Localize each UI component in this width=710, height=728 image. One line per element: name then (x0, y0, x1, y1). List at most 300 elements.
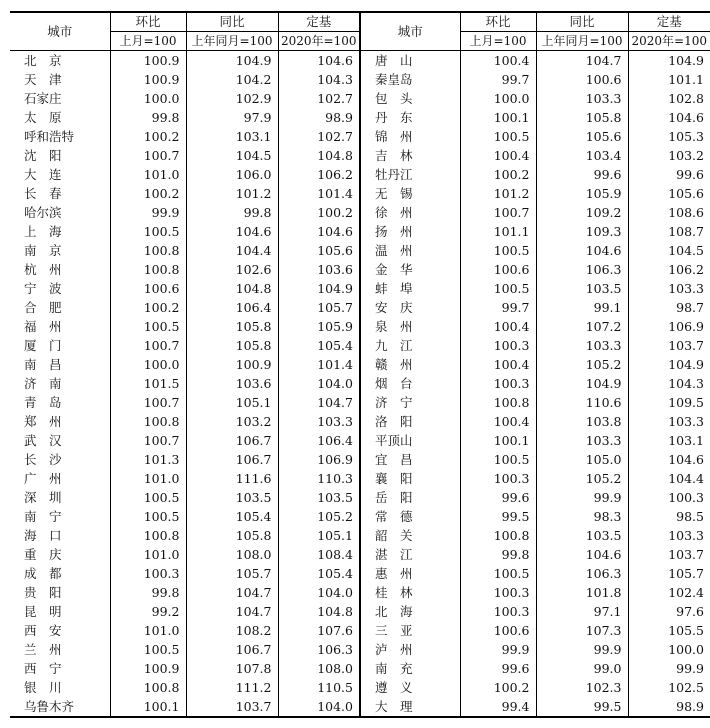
yoy-index-cell: 105.2 (536, 469, 628, 488)
mom-index-cell: 100.1 (110, 697, 186, 717)
city-name: 西 安 (24, 623, 62, 638)
base-index-cell: 110.5 (278, 678, 360, 697)
yoy-index-cell: 106.3 (536, 260, 628, 279)
city-name-cell (360, 640, 460, 659)
table-row (10, 431, 710, 450)
city-name-cell (360, 621, 460, 640)
city-name-cell (10, 697, 110, 717)
city-name: 武 汉 (24, 433, 62, 448)
mom-index-cell: 100.2 (110, 184, 186, 203)
city-name: 北 京 (24, 53, 62, 68)
city-name-cell (360, 412, 460, 431)
base-index-cell: 108.6 (628, 203, 710, 222)
city-name-cell (10, 165, 110, 184)
city-name-cell (10, 298, 110, 317)
yoy-index-cell: 101.8 (536, 583, 628, 602)
mom-index-cell: 100.6 (110, 279, 186, 298)
mom-index-cell: 100.1 (460, 108, 536, 127)
yoy-index-cell: 106.4 (186, 298, 278, 317)
mom-index-cell: 99.9 (110, 203, 186, 222)
city-name: 湛 江 (375, 547, 413, 562)
city-name: 济 南 (24, 376, 62, 391)
mom-index-cell: 100.2 (110, 298, 186, 317)
city-name-cell (10, 564, 110, 583)
table-row (10, 336, 710, 355)
yoy-index-cell: 110.6 (536, 393, 628, 412)
table-header (10, 12, 710, 51)
city-name-cell (360, 431, 460, 450)
table-row (10, 564, 710, 583)
base-index-cell: 104.6 (278, 51, 360, 71)
city-name-cell (360, 89, 460, 108)
yoy-index-cell: 105.8 (186, 526, 278, 545)
yoy-index-cell: 106.0 (186, 165, 278, 184)
table-row (10, 279, 710, 298)
mom-index-cell: 100.5 (460, 279, 536, 298)
city-name: 大 连 (24, 167, 62, 182)
mom-index-cell: 100.8 (460, 393, 536, 412)
mom-index-cell: 100.2 (460, 165, 536, 184)
city-name: 郑 州 (24, 414, 62, 429)
base-index-cell: 99.9 (628, 659, 710, 678)
yoy-index-cell: 103.3 (536, 89, 628, 108)
base-index-cell: 98.9 (628, 697, 710, 717)
table-row (10, 355, 710, 374)
yoy-index-cell: 107.2 (536, 317, 628, 336)
yoy-index-cell: 103.5 (536, 279, 628, 298)
base-index-cell: 100.3 (628, 488, 710, 507)
base-index-cell: 104.4 (628, 469, 710, 488)
base-index-cell: 106.3 (278, 640, 360, 659)
mom-index-cell: 99.7 (460, 298, 536, 317)
city-name-cell (10, 222, 110, 241)
city-name: 惠 州 (375, 566, 413, 581)
table-row (10, 450, 710, 469)
mom-index-cell: 99.8 (460, 545, 536, 564)
mom-index-cell: 100.9 (110, 659, 186, 678)
city-name: 太 原 (24, 110, 62, 125)
city-name: 哈尔滨 (24, 205, 62, 220)
base-index-cell: 103.6 (278, 260, 360, 279)
base-index-cell: 110.3 (278, 469, 360, 488)
city-name: 青 岛 (24, 395, 62, 410)
yoy-index-cell: 111.2 (186, 678, 278, 697)
yoy-index-cell: 103.2 (186, 412, 278, 431)
city-name: 天 津 (24, 72, 62, 87)
table-row (10, 526, 710, 545)
city-name: 锦 州 (375, 129, 413, 144)
yoy-index-cell: 99.9 (536, 640, 628, 659)
mom-index-cell: 100.4 (460, 51, 536, 71)
city-name: 遵 义 (375, 680, 413, 695)
base-index-cell: 104.9 (628, 51, 710, 71)
city-name-cell (360, 336, 460, 355)
table-body (10, 51, 710, 718)
mom-index-cell: 100.7 (460, 203, 536, 222)
city-name-cell (360, 583, 460, 602)
yoy-index-cell: 103.8 (536, 412, 628, 431)
table-row (10, 241, 710, 260)
yoy-index-cell: 104.7 (186, 602, 278, 621)
yoy-index-cell: 101.2 (186, 184, 278, 203)
city-name-cell (360, 146, 460, 165)
city-name: 福 州 (24, 319, 62, 334)
base-index-cell: 105.5 (628, 621, 710, 640)
mom-index-cell: 100.7 (110, 431, 186, 450)
yoy-index-cell: 102.6 (186, 260, 278, 279)
table-row (10, 507, 710, 526)
base-index-cell: 104.0 (278, 374, 360, 393)
mom-index-cell: 100.3 (460, 583, 536, 602)
yoy-index-cell: 97.1 (536, 602, 628, 621)
city-name-cell (10, 621, 110, 640)
mom-index-cell: 100.4 (460, 146, 536, 165)
city-name: 襄 阳 (375, 471, 413, 486)
city-price-index-table (10, 11, 710, 718)
mom-index-cell: 100.5 (110, 317, 186, 336)
base-index-cell: 104.0 (278, 697, 360, 717)
mom-index-cell: 99.4 (460, 697, 536, 717)
mom-index-cell: 100.4 (460, 317, 536, 336)
city-name-cell (10, 317, 110, 336)
city-name: 上 海 (24, 224, 62, 239)
city-name-cell (10, 678, 110, 697)
base-index-cell: 105.9 (278, 317, 360, 336)
city-name-cell (10, 355, 110, 374)
city-name-cell (360, 602, 460, 621)
city-name: 合 肥 (24, 300, 62, 315)
mom-index-cell: 100.5 (460, 241, 536, 260)
city-name-cell (10, 108, 110, 127)
city-name: 烟 台 (375, 376, 413, 391)
city-name-cell (10, 70, 110, 89)
mom-index-cell: 100.5 (110, 222, 186, 241)
city-name: 贵 阳 (24, 585, 62, 600)
header-mom-sub-right: 上月=100 (460, 32, 536, 51)
mom-index-cell: 100.3 (460, 374, 536, 393)
yoy-index-cell: 104.5 (186, 146, 278, 165)
base-index-cell: 103.3 (628, 279, 710, 298)
table-row (10, 469, 710, 488)
city-name-cell (10, 469, 110, 488)
mom-index-cell: 100.6 (460, 260, 536, 279)
base-index-cell: 102.7 (278, 127, 360, 146)
city-name: 南 宁 (24, 509, 62, 524)
city-name-cell (360, 241, 460, 260)
yoy-index-cell: 104.6 (536, 545, 628, 564)
mom-index-cell: 100.5 (460, 564, 536, 583)
mom-index-cell: 101.3 (110, 450, 186, 469)
base-index-cell: 106.2 (628, 260, 710, 279)
table-row (10, 545, 710, 564)
city-name-cell (10, 89, 110, 108)
city-name-cell (360, 488, 460, 507)
yoy-index-cell: 104.7 (186, 583, 278, 602)
city-name: 大 理 (375, 699, 413, 714)
city-name-cell (10, 450, 110, 469)
city-name: 无 锡 (375, 186, 413, 201)
table-row (10, 374, 710, 393)
yoy-index-cell: 102.9 (186, 89, 278, 108)
base-index-cell: 109.5 (628, 393, 710, 412)
city-name: 南 充 (375, 661, 413, 676)
base-index-cell: 102.8 (628, 89, 710, 108)
mom-index-cell: 100.9 (110, 70, 186, 89)
base-index-cell: 106.9 (628, 317, 710, 336)
city-name: 洛 阳 (375, 414, 413, 429)
city-name: 济 宁 (375, 395, 413, 410)
base-index-cell: 104.9 (278, 279, 360, 298)
yoy-index-cell: 99.0 (536, 659, 628, 678)
yoy-index-cell: 99.9 (536, 488, 628, 507)
city-name-cell (360, 279, 460, 298)
city-name: 呼和浩特 (24, 129, 75, 144)
base-index-cell: 104.3 (278, 70, 360, 89)
city-name: 蚌 埠 (375, 281, 413, 296)
city-name: 唐 山 (375, 53, 413, 68)
base-index-cell: 98.5 (628, 507, 710, 526)
table-row (10, 108, 710, 127)
table-row (10, 298, 710, 317)
table-row (10, 203, 710, 222)
city-name: 扬 州 (375, 224, 413, 239)
table-row (10, 184, 710, 203)
table-row (10, 640, 710, 659)
base-index-cell: 104.9 (628, 355, 710, 374)
city-name: 三 亚 (375, 623, 413, 638)
mom-index-cell: 100.8 (110, 241, 186, 260)
base-index-cell: 98.9 (278, 108, 360, 127)
city-name-cell (360, 203, 460, 222)
header-mom-right: 环比 (460, 12, 536, 32)
base-index-cell: 104.8 (278, 146, 360, 165)
mom-index-cell: 100.5 (460, 127, 536, 146)
city-name: 深 圳 (24, 490, 62, 505)
base-index-cell: 104.0 (278, 583, 360, 602)
mom-index-cell: 101.0 (110, 621, 186, 640)
header-yoy-sub-right: 上年同月=100 (536, 32, 628, 51)
base-index-cell: 103.3 (628, 526, 710, 545)
mom-index-cell: 100.8 (110, 412, 186, 431)
city-name: 乌鲁木齐 (24, 699, 75, 714)
city-name: 沈 阳 (24, 148, 62, 163)
mom-index-cell: 99.5 (460, 507, 536, 526)
base-index-cell: 102.4 (628, 583, 710, 602)
table-row (10, 678, 710, 697)
base-index-cell: 102.7 (278, 89, 360, 108)
mom-index-cell: 100.0 (110, 355, 186, 374)
yoy-index-cell: 104.4 (186, 241, 278, 260)
city-name: 成 都 (24, 566, 62, 581)
header-yoy-left: 同比 (186, 12, 278, 32)
mom-index-cell: 100.4 (460, 355, 536, 374)
yoy-index-cell: 103.5 (186, 488, 278, 507)
city-name: 宁 波 (24, 281, 62, 296)
base-index-cell: 103.7 (628, 545, 710, 564)
mom-index-cell: 100.5 (460, 450, 536, 469)
city-name: 徐 州 (375, 205, 413, 220)
table-row (10, 488, 710, 507)
yoy-index-cell: 104.6 (186, 222, 278, 241)
mom-index-cell: 100.0 (460, 89, 536, 108)
table-row (10, 659, 710, 678)
header-base-left: 定基 (278, 12, 360, 32)
city-name-cell (360, 469, 460, 488)
base-index-cell: 108.4 (278, 545, 360, 564)
city-name: 石家庄 (24, 91, 62, 106)
yoy-index-cell: 103.7 (186, 697, 278, 717)
yoy-index-cell: 104.2 (186, 70, 278, 89)
city-name: 平顶山 (375, 433, 413, 448)
mom-index-cell: 100.3 (110, 564, 186, 583)
mom-index-cell: 100.6 (460, 621, 536, 640)
yoy-index-cell: 108.2 (186, 621, 278, 640)
city-name: 昆 明 (24, 604, 62, 619)
base-index-cell: 105.6 (278, 241, 360, 260)
city-name-cell (10, 184, 110, 203)
yoy-index-cell: 105.8 (186, 317, 278, 336)
city-name-cell (10, 241, 110, 260)
base-index-cell: 101.4 (278, 184, 360, 203)
city-name: 北 海 (375, 604, 413, 619)
base-index-cell: 107.6 (278, 621, 360, 640)
city-name-cell (10, 526, 110, 545)
mom-index-cell: 100.3 (460, 469, 536, 488)
city-name-cell (10, 203, 110, 222)
base-index-cell: 106.4 (278, 431, 360, 450)
base-index-cell: 106.2 (278, 165, 360, 184)
mom-index-cell: 99.7 (460, 70, 536, 89)
table-row (10, 602, 710, 621)
city-name: 岳 阳 (375, 490, 413, 505)
city-name: 金 华 (375, 262, 413, 277)
city-name-cell (10, 412, 110, 431)
city-name-cell (10, 583, 110, 602)
yoy-index-cell: 106.7 (186, 640, 278, 659)
mom-index-cell: 101.0 (110, 545, 186, 564)
yoy-index-cell: 99.1 (536, 298, 628, 317)
table-row (10, 222, 710, 241)
mom-index-cell: 99.2 (110, 602, 186, 621)
base-index-cell: 101.4 (278, 355, 360, 374)
city-name-cell (360, 659, 460, 678)
yoy-index-cell: 104.7 (536, 51, 628, 71)
base-index-cell: 108.0 (278, 659, 360, 678)
base-index-cell: 103.3 (628, 412, 710, 431)
yoy-index-cell: 100.6 (536, 70, 628, 89)
header-yoy-right: 同比 (536, 12, 628, 32)
yoy-index-cell: 104.8 (186, 279, 278, 298)
city-name-cell (360, 697, 460, 717)
city-name-cell (10, 393, 110, 412)
base-index-cell: 106.9 (278, 450, 360, 469)
city-name-cell (360, 564, 460, 583)
table-row (10, 412, 710, 431)
mom-index-cell: 99.6 (460, 659, 536, 678)
city-name: 常 德 (375, 509, 413, 524)
header-base-right: 定基 (628, 12, 710, 32)
city-name-cell (360, 165, 460, 184)
mom-index-cell: 100.2 (460, 678, 536, 697)
yoy-index-cell: 107.3 (536, 621, 628, 640)
mom-index-cell: 99.8 (110, 108, 186, 127)
header-city-right: 城市 (360, 12, 460, 51)
base-index-cell: 103.7 (628, 336, 710, 355)
mom-index-cell: 100.4 (460, 412, 536, 431)
yoy-index-cell: 103.6 (186, 374, 278, 393)
city-name-cell (360, 127, 460, 146)
table-row (10, 89, 710, 108)
base-index-cell: 104.6 (278, 222, 360, 241)
city-name-cell (10, 431, 110, 450)
yoy-index-cell: 103.3 (536, 431, 628, 450)
city-name: 长 沙 (24, 452, 62, 467)
mom-index-cell: 100.8 (460, 526, 536, 545)
price-index-table-container (10, 11, 707, 718)
yoy-index-cell: 103.5 (536, 526, 628, 545)
mom-index-cell: 101.2 (460, 184, 536, 203)
base-index-cell: 100.2 (278, 203, 360, 222)
mom-index-cell: 100.9 (110, 51, 186, 71)
header-base-sub-right: 2020年=100 (628, 32, 710, 51)
city-name: 桂 林 (375, 585, 413, 600)
yoy-index-cell: 105.4 (186, 507, 278, 526)
yoy-index-cell: 108.0 (186, 545, 278, 564)
yoy-index-cell: 97.9 (186, 108, 278, 127)
mom-index-cell: 100.2 (110, 127, 186, 146)
header-mom-sub-left: 上月=100 (110, 32, 186, 51)
city-name: 包 头 (375, 91, 413, 106)
table-row (10, 127, 710, 146)
yoy-index-cell: 99.6 (536, 165, 628, 184)
mom-index-cell: 101.0 (110, 165, 186, 184)
base-index-cell: 103.2 (628, 146, 710, 165)
header-city-left: 城市 (10, 12, 110, 51)
city-name: 宜 昌 (375, 452, 413, 467)
yoy-index-cell: 98.3 (536, 507, 628, 526)
city-name-cell (10, 507, 110, 526)
base-index-cell: 108.7 (628, 222, 710, 241)
city-name-cell (10, 260, 110, 279)
mom-index-cell: 100.5 (110, 488, 186, 507)
yoy-index-cell: 103.3 (536, 336, 628, 355)
yoy-index-cell: 99.8 (186, 203, 278, 222)
city-name: 泉 州 (375, 319, 413, 334)
mom-index-cell: 100.0 (110, 89, 186, 108)
base-index-cell: 103.1 (628, 431, 710, 450)
base-index-cell: 103.3 (278, 412, 360, 431)
mom-index-cell: 100.3 (460, 602, 536, 621)
base-index-cell: 103.5 (278, 488, 360, 507)
city-name-cell (10, 279, 110, 298)
table-row (10, 317, 710, 336)
city-name: 南 京 (24, 243, 62, 258)
yoy-index-cell: 109.2 (536, 203, 628, 222)
city-name-cell (360, 222, 460, 241)
mom-index-cell: 100.3 (460, 336, 536, 355)
base-index-cell: 97.6 (628, 602, 710, 621)
yoy-index-cell: 100.9 (186, 355, 278, 374)
base-index-cell: 98.7 (628, 298, 710, 317)
yoy-index-cell: 106.7 (186, 450, 278, 469)
yoy-index-cell: 105.6 (536, 127, 628, 146)
city-name: 吉 林 (375, 148, 413, 163)
city-name-cell (360, 260, 460, 279)
yoy-index-cell: 111.6 (186, 469, 278, 488)
yoy-index-cell: 104.9 (536, 374, 628, 393)
table-row (10, 697, 710, 717)
city-name: 秦皇岛 (375, 72, 413, 87)
